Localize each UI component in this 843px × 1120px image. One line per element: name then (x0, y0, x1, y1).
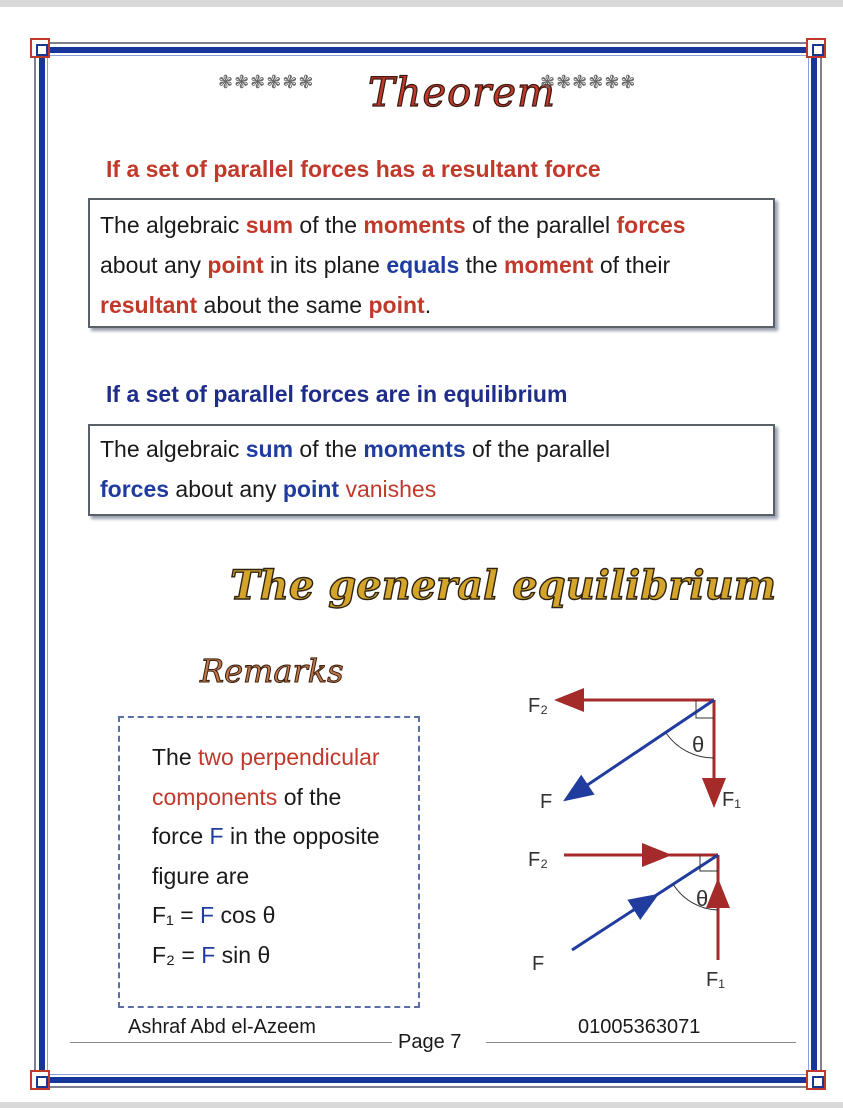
keyword-point: point (282, 476, 340, 502)
text: of their (593, 252, 671, 278)
bottom-f-label: F (532, 953, 545, 975)
text: the (459, 252, 505, 278)
case1-heading: If a set of parallel forces has a resultant force (106, 156, 601, 182)
text: of the (293, 436, 364, 462)
footer-rule-left (70, 1042, 392, 1043)
section-title: The general equilibrium (230, 562, 777, 609)
bottom-edge (0, 1102, 843, 1108)
top-f2-label: F₂ (528, 695, 548, 717)
corner-ornament-icon (30, 38, 50, 58)
text: figure are (152, 862, 250, 889)
text: about any (169, 476, 283, 502)
bottom-f2-label: F₂ (528, 849, 548, 871)
keyword-sum: sum (245, 212, 294, 238)
footer-author: Ashraf Abd el-Azeem (128, 1016, 316, 1038)
top-f1-label: F₁ (722, 789, 741, 811)
keyword-forces: forces (616, 212, 686, 238)
footer-phone: 01005363071 (578, 1016, 701, 1038)
page-number: Page 7 (398, 1031, 462, 1053)
keyword-f: F (209, 823, 224, 849)
corner-ornament-icon (30, 1070, 50, 1090)
footer-rule-right (486, 1042, 796, 1043)
top-f-label: F (540, 791, 553, 813)
bottom-theta-label: θ (696, 886, 709, 911)
text: in the opposite (223, 823, 380, 849)
text: The algebraic (100, 436, 246, 462)
equation-f1: F₁ = F cos θ (152, 902, 276, 928)
text: about the same (197, 292, 369, 318)
text: about any (100, 252, 208, 278)
keyword-point: point (368, 292, 425, 318)
case2-statement (88, 424, 775, 516)
keyword-moment: moment (504, 252, 594, 278)
case1-statement (88, 198, 775, 328)
bottom-f1-label: F₁ (706, 969, 725, 991)
keyword-point: point (207, 252, 264, 278)
keyword-moments: moments (363, 212, 466, 238)
top-edge (0, 0, 843, 7)
stars-left-icon: ❃❃❃❃❃❃ (218, 72, 315, 92)
keyword-resultant: resultant (100, 292, 198, 318)
figure-top (528, 695, 741, 813)
corner-ornament-icon (806, 38, 826, 58)
force-diagram (520, 688, 780, 998)
keyword-equals: equals (386, 252, 460, 278)
keyword-sum: sum (245, 436, 294, 462)
text: force (152, 823, 210, 849)
keyword-moments: moments (363, 436, 466, 462)
bottom-f-arrow (632, 897, 654, 911)
angle-arc (666, 733, 714, 758)
text: of the (293, 212, 364, 238)
text: in its plane (263, 252, 387, 278)
text: of the (277, 783, 342, 810)
keyword-vanishes: vanishes (339, 476, 437, 502)
remarks-title: Remarks (200, 652, 344, 690)
top-theta-label: θ (692, 732, 705, 757)
equation-f2: F₂ = F sin θ (152, 941, 271, 968)
figure-bottom (528, 849, 725, 991)
text: of the parallel (465, 436, 611, 462)
remark-text (152, 738, 380, 975)
text: The algebraic (100, 212, 246, 238)
keyword-perpendicular: two perpendicular (198, 744, 380, 770)
keyword-components: components (152, 783, 278, 810)
text: . (424, 292, 432, 318)
text: of the parallel (465, 212, 617, 238)
case2-heading: If a set of parallel forces are in equilibrium (106, 381, 568, 407)
stars-right-icon: ❃❃❃❃❃❃ (540, 72, 637, 92)
keyword-forces: forces (100, 476, 170, 502)
text: The (152, 744, 199, 770)
theorem-title: Theorem (368, 70, 556, 116)
corner-ornament-icon (806, 1070, 826, 1090)
